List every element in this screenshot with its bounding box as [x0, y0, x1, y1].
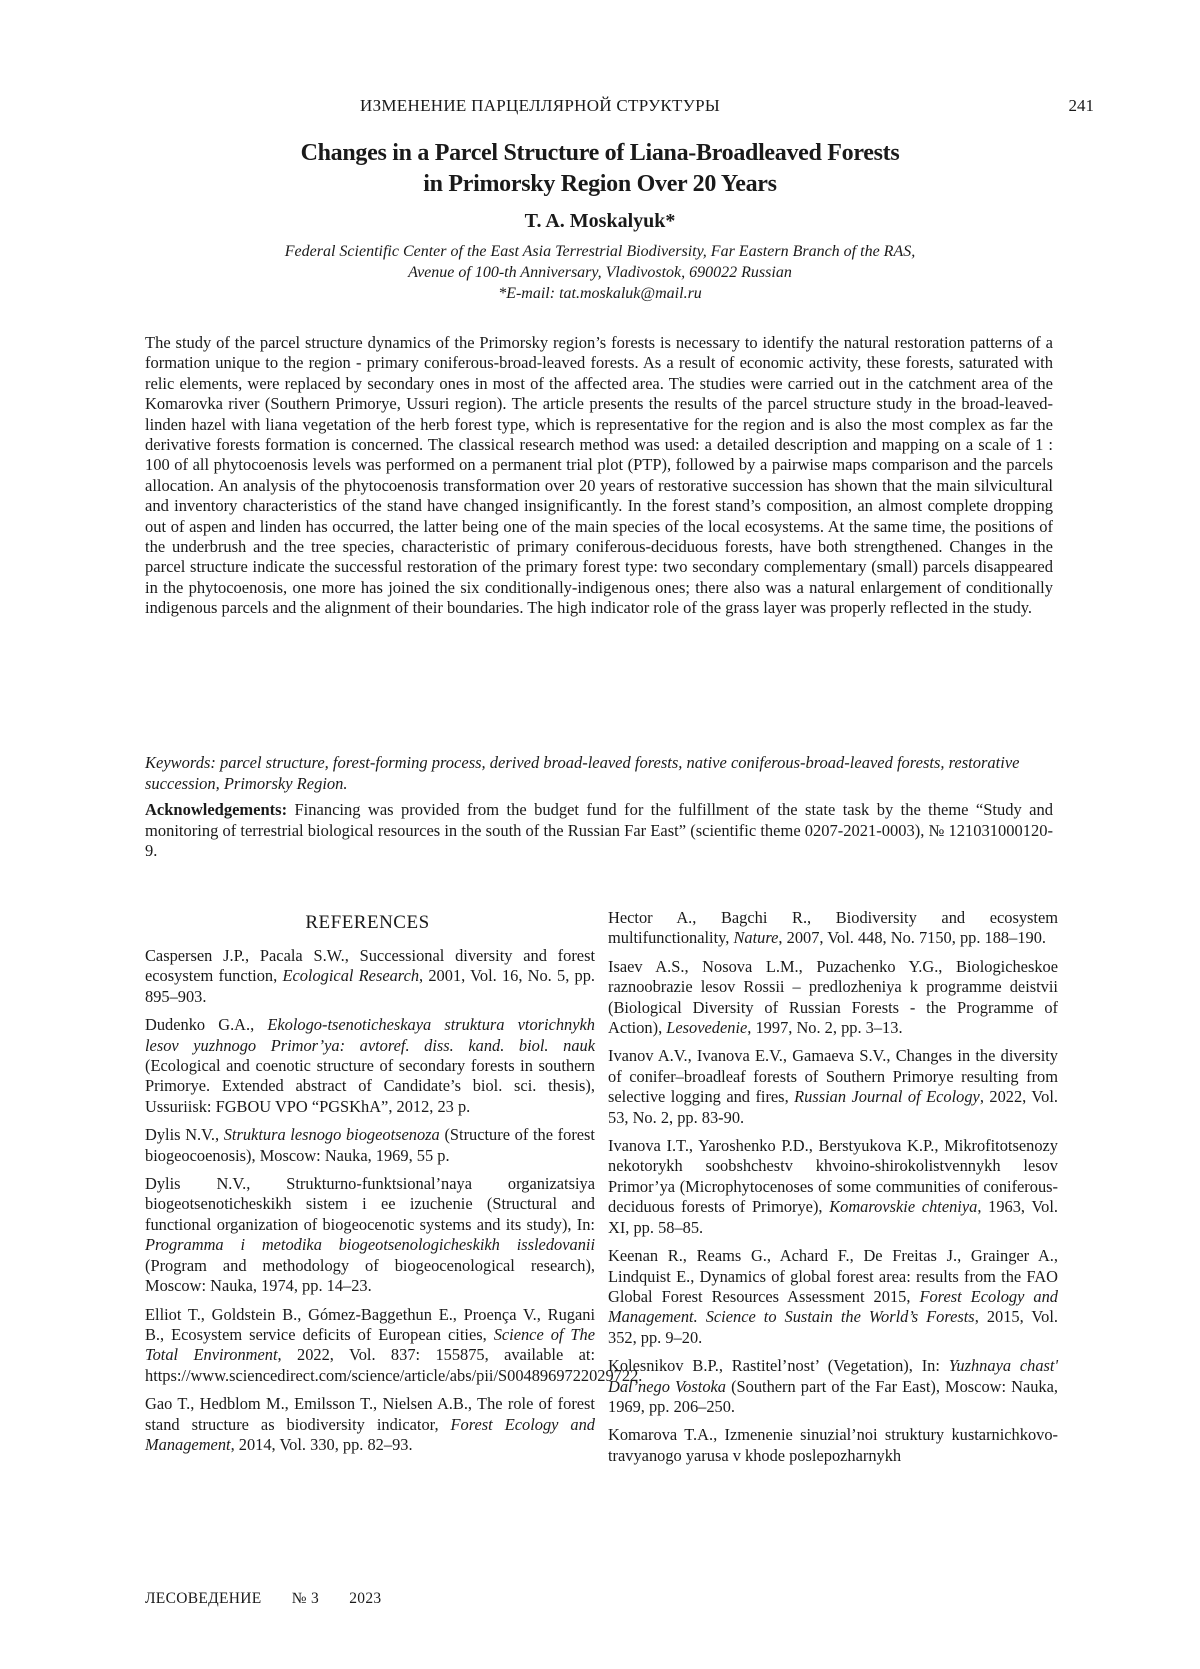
reference-item: Keenan R., Reams G., Achard F., De Freitas J., Grainger A., Lindquist E., Dynamics of global forest area: results from the FAO Global Forest Resources Assessment 2015, Forest Ecology and Management. Science to Sustain the World’s Forests, 2015, Vol. 352, pp. 9–20.: [608, 1246, 1058, 1347]
affiliation-line: Federal Scientific Center of the East Asia Terrestrial Biodiversity, Far Eastern Branch of the RAS,: [284, 243, 916, 260]
affiliation-line: Avenue of 100-th Anniversary, Vladivostok, 690022 Russian: [408, 264, 792, 281]
journal-name: ЛЕСОВЕДЕНИЕ: [145, 1590, 262, 1607]
reference-item: Dudenko G.A., Ekologo-tsenoticheskaya struktura vtorichnykh lesov yuzhnogo Primor’ya: avtoref. diss. kand. biol. nauk (Ecological and coenotic structure of secondary forests in southern Primorye. Extended abstract of Candidate’s biol. sci. thesis), Ussuriisk: FGBOU VPO “PGSKhA”, 2012, 23 p.: [145, 1015, 595, 1116]
references-left-column: [145, 946, 643, 1463]
page-footer: [145, 1590, 407, 1608]
references-heading: REFERENCES: [305, 912, 430, 933]
reference-item: Caspersen J.P., Pacala S.W., Successional diversity and forest ecosystem function, Ecological Research, 2001, Vol. 16, No. 5, pp. 895–903.: [145, 946, 595, 1006]
publication-year: 2023: [349, 1590, 382, 1607]
reference-item: Komarova T.A., Izmenenie sinuzial’noi struktury kustarnichkovo-travyanogo yarusa v khode poslepozharnykh: [608, 1425, 1058, 1465]
acknowledgements: [145, 800, 1053, 862]
reference-item: Kolesnikov B.P., Rastitel’nost’ (Vegetation), In: Yuzhnaya chast' Dal’nego Vostoka (Southern part of the Far East), Moscow: Nauka, 1969, pp. 206–250.: [608, 1356, 1058, 1416]
reference-item: Hector A., Bagchi R., Biodiversity and ecosystem multifunctionality, Nature, 2007, Vol. 448, No. 7150, pp. 188–190.: [608, 908, 1058, 948]
keywords: Keywords: parcel structure, forest-forming process, derived broad-leaved forests, native coniferous-broad-leaved forests, restorative succession, Primorsky Region.: [145, 753, 1020, 793]
abstract: The study of the parcel structure dynamics of the Primorsky region’s forests is necessary to identify the natural restoration patterns of a formation unique to the region - primary coniferous-broad-leaved forests. As a result of economic activity, these forests, saturated with relic elements, were replaced by secondary ones in most of the affected area. The studies were carried out in the catchment area of the Komarovka river (Southern Primorye, Ussuri region). The article presents the results of the parcel structure study in the broad-leaved-linden hazel with liana vegetation of the herb forest type, which is representative for the region and is also the most complex as far the derivative forests formation is concerned. The classical research method was used: a detailed description and mapping on a scale of 1 : 100 of all phytocoenosis levels was performed on a permanent trial plot (PTP), followed by a pairwise maps comparison and the parcels allocation. An analysis of the phytocoenosis transformation over 20 years of restorative succession has shown that the main silvicultural and inventory characteristics of the stand have changed insignificantly. In the forest stand’s composition, an almost complete dropping out of aspen and linden has occurred, the latter being one of the main species of the local ecosystems. At the same time, the positions of the underbrush and the tree species, characteristic of primary coniferous-deciduous forests, have both strengthened. Changes in the parcel structure indicate the successful restoration of the primary forest type: two secondary complementary (small) parcels disappeared in the phytocoenosis, one more has joined the six conditionally-indigenous ones; there also was a natural enlargement of conditionally indigenous parcels and the alignment of their boundaries. The high indicator role of the grass layer was properly reflected in the study.: [145, 333, 1053, 618]
reference-item: Gao T., Hedblom M., Emilsson T., Nielsen A.B., The role of forest stand structure as biodiversity indicator, Forest Ecology and Management, 2014, Vol. 330, pp. 82–93.: [145, 1394, 595, 1454]
affiliation: [0, 241, 1200, 304]
reference-item: Dylis N.V., Strukturno-funktsional’naya organizatsiya biogeotsenoticheskikh sistem i ee izuchenie (Structural and functional organization of biogeocenotic systems and its study), In: Programma i metodika biogeotsenologicheskikh issledovanii (Program and methodology of biogeocenological research), Moscow: Nauka, 1974, pp. 14–23.: [145, 1174, 595, 1296]
reference-item: Ivanov A.V., Ivanova E.V., Gamaeva S.V., Changes in the diversity of conifer–broadleaf forests of Southern Primorye resulting from selective logging and fires, Russian Journal of Ecology, 2022, Vol. 53, No. 2, pp. 83-90.: [608, 1046, 1058, 1127]
article-title: [0, 138, 1200, 200]
running-title: ИЗМЕНЕНИЕ ПАРЦЕЛЛЯРНОЙ СТРУКТУРЫ: [360, 96, 720, 115]
title-line: Changes in a Parcel Structure of Liana-Broadleaved Forests: [300, 140, 900, 166]
title-line: in Primorsky Region Over 20 Years: [423, 171, 777, 197]
references-right-column: [608, 908, 1058, 1474]
reference-item: Dylis N.V., Struktura lesnogo biogeotsenoza (Structure of the forest biogeocoenosis), Moscow: Nauka, 1969, 55 p.: [145, 1125, 595, 1165]
author-name: T. A. Moskalyuk*: [524, 210, 676, 232]
reference-item: Ivanova I.T., Yaroshenko P.D., Berstyukova K.P., Mikrofitotsenozy nekotorykh soobshchestv khvoino-shirokolistvennykh lesov Primor’ya (Microphytocenoses of some communities of coniferous-deciduous forests of Primorye), Komarovskie chteniya, 1963, Vol. XI, pp. 58–85.: [608, 1136, 1059, 1237]
page-number: 241: [1068, 96, 1094, 115]
acknowledgements-label: Acknowledgements:: [145, 800, 288, 819]
acknowledgements-text: Financing was provided from the budget fund for the fulfillment of the state task by the theme “Study and monitoring of terrestrial biological resources in the south of the Russian Far East” (scientific theme 0207-2021-0003), № 121031000120-9.: [145, 800, 1053, 860]
email[interactable]: *E-mail: tat.moskaluk@mail.ru: [498, 285, 702, 302]
reference-item: Isaev A.S., Nosova L.M., Puzachenko Y.G., Biologicheskoe raznoobrazie lesov Rossii – predlozheniya k programme deistvii (Biological Diversity of Russian Forests - the Programme of Action), Lesovedenie, 1997, No. 2, pp. 3–13.: [608, 956, 1058, 1038]
reference-item: Elliot T., Goldstein B., Gómez-Baggethun E., Proença V., Rugani B., Ecosystem service deficits of European cities, Science of The Total Environment, 2022, Vol. 837: 155875, available at: https://www.sciencedirect.com/science/article/abs/pii/S0048969722029722.: [145, 1304, 643, 1385]
issue-number: № 3: [291, 1590, 320, 1607]
